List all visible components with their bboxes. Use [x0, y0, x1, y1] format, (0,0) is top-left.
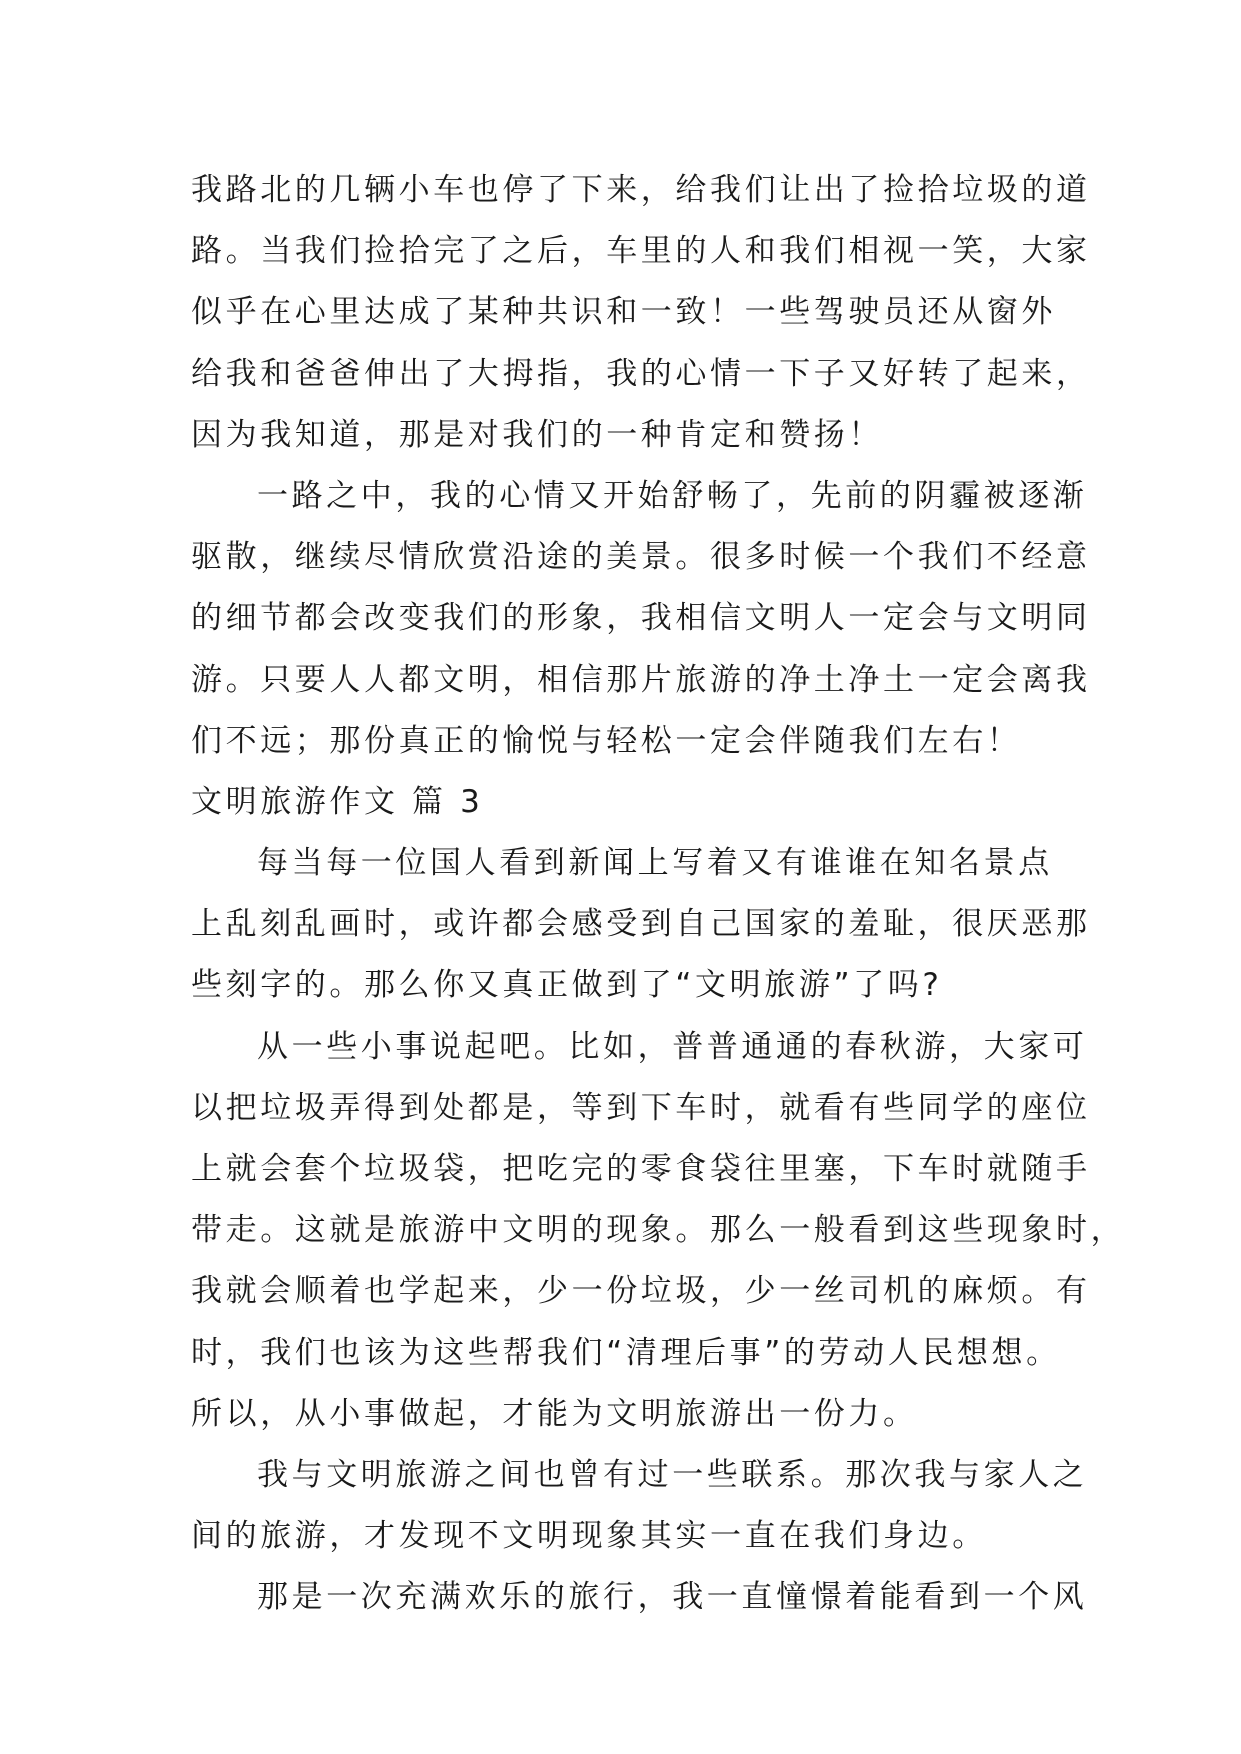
text-line: 上乱刻乱画时，或许都会感受到自己国家的羞耻，很厌恶那 — [191, 906, 1091, 943]
text-line: 路。当我们捡拾完了之后，车里的人和我们相视一笑，大家 — [191, 233, 1091, 270]
text-line: 每当每一位国人看到新闻上写着又有谁谁在知名景点 — [257, 845, 1053, 882]
text-line: 间的旅游，才发现不文明现象其实一直在我们身边。 — [191, 1518, 987, 1555]
text-line: 上就会套个垃圾袋，把吃完的零食袋往里塞，下车时就随手 — [191, 1151, 1091, 1187]
text-line: 从一些小事说起吧。比如，普普通通的春秋游，大家可 — [257, 1028, 1088, 1065]
text-line: 们不远；那份真正的愉悦与轻松一定会伴随我们左右！ — [191, 722, 1022, 759]
text-line: 我路北的几辆小车也停了下来，给我们让出了捡拾垃圾的道 — [191, 172, 1091, 208]
text-line: 些刻字的。那么你又真正做到了“文明旅游”了吗? — [191, 967, 943, 1004]
section-heading: 文明旅游作文 篇 3 — [191, 783, 484, 820]
text-line: 给我和爸爸伸出了大拇指，我的心情一下子又好转了起来， — [191, 355, 1091, 392]
text-line: 带走。这就是旅游中文明的现象。那么一般看到这些现象时， — [191, 1212, 1126, 1249]
paragraph — [191, 1567, 1088, 1628]
paragraph — [191, 1445, 1088, 1567]
document-body — [191, 160, 1126, 1629]
text-line: 我就会顺着也学起来，少一份垃圾，少一丝司机的麻烦。有 — [191, 1273, 1091, 1310]
text-line: 我与文明旅游之间也曾有过一些联系。那次我与家人之 — [257, 1456, 1088, 1493]
text-line: 似乎在心里达成了某种共识和一致！一些驾驶员还从窗外 — [191, 294, 1056, 331]
text-line: 所以，从小事做起，才能为文明旅游出一份力。 — [191, 1395, 918, 1432]
text-line: 时，我们也该为这些帮我们“清理后事”的劳动人民想想。 — [191, 1334, 1061, 1371]
text-line: 因为我知道，那是对我们的一种肯定和赞扬！ — [191, 416, 883, 453]
text-line: 那是一次充满欢乐的旅行，我一直憧憬着能看到一个风 — [257, 1579, 1088, 1616]
text-line: 的细节都会改变我们的形象，我相信文明人一定会与文明同 — [191, 600, 1091, 637]
paragraph — [191, 833, 1091, 1017]
text-line: 以把垃圾弄得到处都是，等到下车时，就看有些同学的座位 — [191, 1089, 1091, 1126]
text-line: 游。只要人人都文明，相信那片旅游的净土净土一定会离我 — [191, 661, 1091, 698]
paragraph — [191, 160, 1091, 466]
text-line: 一路之中，我的心情又开始舒畅了，先前的阴霾被逐渐 — [257, 477, 1088, 514]
text-line: 驱散，继续尽情欣赏沿途的美景。很多时候一个我们不经意 — [191, 539, 1091, 576]
paragraph — [191, 1017, 1126, 1445]
paragraph — [191, 466, 1091, 772]
